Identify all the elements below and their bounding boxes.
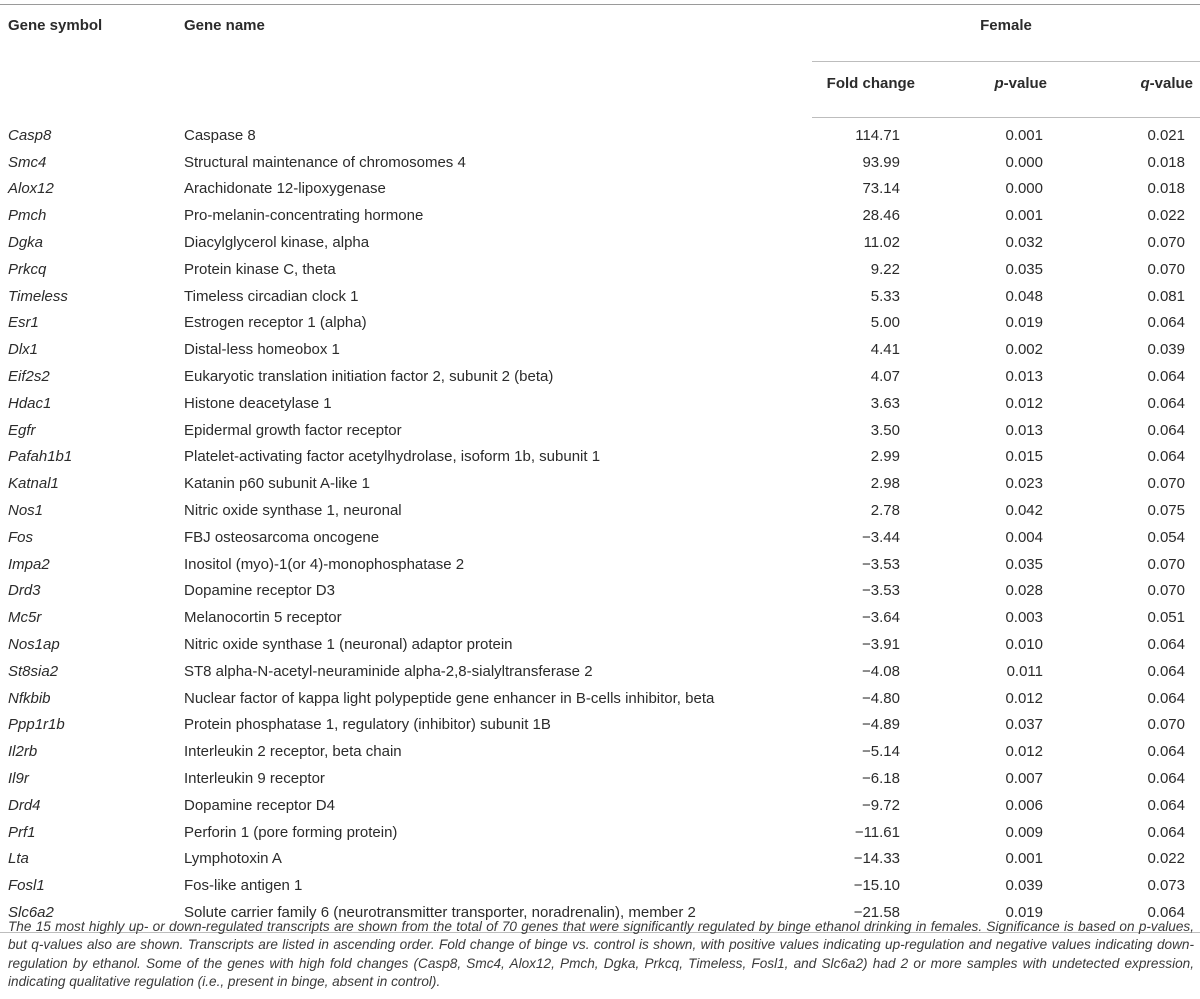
fold-change-cell: −9.72 [862,796,900,814]
gene-symbol-cell: Nos1 [8,502,44,520]
p-value-cell: 0.001 [1005,126,1043,144]
q-value-cell: 0.018 [1147,153,1185,171]
fold-change-cell: 9.22 [870,260,900,278]
q-value-cell: 0.021 [1147,126,1185,144]
gene-symbol-cell: Casp8 [8,126,52,144]
p-value-cell: 0.037 [1005,716,1043,734]
gene-name-cell: Nuclear factor of kappa light polypeptide gene enhancer in B-cells inhibitor, beta [184,689,715,707]
table-row [0,872,1200,899]
gene-symbol-cell: Il2rb [8,743,38,761]
p-value-cell: 0.004 [1005,528,1043,546]
table-row [0,444,1200,471]
q-value-cell: 0.070 [1147,555,1185,573]
gene-name-cell: Nitric oxide synthase 1, neuronal [184,502,402,520]
p-value-cell: 0.001 [1005,207,1043,225]
fold-change-cell: 114.71 [855,126,900,144]
table-row [0,176,1200,203]
p-value-cell: 0.011 [1006,662,1043,680]
q-value-cell: 0.064 [1147,770,1185,788]
gene-symbol-cell: Alox12 [8,180,54,198]
gene-name-cell: Estrogen receptor 1 (alpha) [184,314,367,332]
p-value-cell: 0.023 [1005,475,1043,493]
gene-name-cell: Katanin p60 subunit A-like 1 [184,475,370,493]
gene-name-cell: FBJ osteosarcoma oncogene [184,528,380,546]
gene-name-cell: Nitric oxide synthase 1 (neuronal) adaptor protein [184,636,513,654]
p-value-cell: 0.001 [1005,850,1043,868]
gene-symbol-cell: Dgka [8,234,44,252]
gene-symbol-cell: Eif2s2 [8,368,50,386]
q-value-cell: 0.075 [1147,502,1185,520]
q-value-cell: 0.064 [1147,448,1185,466]
q-value-cell: 0.022 [1147,850,1185,868]
gene-symbol-cell: Slc6a2 [0,899,176,932]
q-value-cell: 0.073 [1147,877,1185,895]
q-value-cell: 0.051 [1147,609,1185,627]
q-value-cell: 0.039 [1147,341,1185,359]
gene-name-cell: Dopamine receptor D4 [184,796,335,814]
q-value-cell: 0.064 [1147,743,1185,761]
table-row [0,149,1200,176]
p-value-cell: 0.035 [1005,555,1043,573]
gene-name-cell: Arachidonate 12-lipoxygenase [184,180,386,198]
p-value-cell: 0.003 [1005,609,1043,627]
gene-name-cell: Pro-melanin-concentrating hormone [184,207,424,225]
q-value-cell: 0.064 [1147,394,1185,412]
header-p-suffix: -value [1003,75,1047,92]
gene-symbol-cell: Dlx1 [8,341,39,359]
gene-name-cell: Solute carrier family 6 (neurotransmitter transporter, noradrenalin), member 2 [176,899,812,932]
q-value-cell: 0.064 [1147,689,1185,707]
table-row [0,792,1200,819]
table-row [0,685,1200,712]
fold-change-cell: 28.46 [862,207,900,225]
table-row [0,604,1200,631]
fold-change-cell: 5.33 [870,287,900,305]
q-value-cell: 0.064 [1147,662,1185,680]
table-row [0,229,1200,256]
gene-name-cell: Interleukin 2 receptor, beta chain [184,743,402,761]
q-value-cell: 0.054 [1147,528,1185,546]
gene-name-cell: Dopamine receptor D3 [184,582,335,600]
p-value-cell: 0.002 [1005,341,1043,359]
p-value-cell: 0.015 [1005,448,1043,466]
table-body [0,118,1200,933]
fold-change-cell: −14.33 [853,850,900,868]
table-row [0,118,1200,149]
p-value-cell: 0.019 [932,899,1072,932]
q-value-cell: 0.064 [1147,796,1185,814]
gene-symbol-cell: Nos1ap [8,636,60,654]
p-value-cell: 0.048 [1005,287,1043,305]
gene-name-cell: Platelet-activating factor acetylhydrolase, isoform 1b, subunit 1 [184,448,601,466]
fold-change-cell: −15.10 [853,877,900,895]
table-row [0,202,1200,229]
fold-change-cell: −3.53 [862,582,900,600]
gene-name-cell: Fos-like antigen 1 [184,877,303,895]
gene-symbol-cell: Hdac1 [8,394,52,412]
gene-name-cell: Distal-less homeobox 1 [184,341,340,359]
gene-name-cell: Lymphotoxin A [184,850,282,868]
p-value-cell: 0.028 [1005,582,1043,600]
q-value-cell: 0.064 [1147,368,1185,386]
table-row [0,846,1200,873]
fold-change-cell: −11.61 [854,823,900,841]
fold-change-cell: −3.53 [862,555,900,573]
p-value-cell: 0.013 [1005,368,1043,386]
table-row [0,497,1200,524]
q-value-cell: 0.070 [1147,716,1185,734]
header-p-value [932,62,1072,118]
p-value-cell: 0.019 [1005,314,1043,332]
gene-symbol-cell: Katnal1 [8,475,59,493]
header-female-group: Female [812,4,1200,62]
header-q-value [1072,62,1200,118]
header-p-letter: p [994,75,1004,92]
header-gene-symbol: Gene symbol [8,17,103,34]
gene-table [0,4,1200,933]
table-row [0,336,1200,363]
fold-change-cell: 3.63 [870,394,900,412]
gene-symbol-cell: Drd3 [8,582,41,600]
p-value-cell: 0.010 [1005,636,1043,654]
table-row [0,631,1200,658]
gene-symbol-cell: Lta [8,850,29,868]
table-row [0,819,1200,846]
table-row [0,658,1200,685]
p-value-cell: 0.032 [1005,234,1043,252]
gene-name-cell: Timeless circadian clock 1 [184,287,359,305]
gene-symbol-cell: Il9r [8,770,29,788]
q-value-cell: 0.064 [1147,823,1185,841]
gene-symbol-cell: Egfr [8,421,36,439]
q-value-cell: 0.022 [1147,207,1185,225]
p-value-cell: 0.007 [1005,770,1043,788]
gene-name-cell: Epidermal growth factor receptor [184,421,402,439]
fold-change-cell: −4.80 [862,689,900,707]
q-value-cell: 0.081 [1147,287,1185,305]
fold-change-cell: −3.64 [862,609,900,627]
table-footnote: The 15 most highly up- or down-regulated transcripts are shown from the total of 70 genes that were significantly regulated by binge ethanol drinking in females. Significance is based on p-values, but q-values also are shown. Transcripts are listed in ascending order. Fold change of binge vs. control is shown, with positive values indicating up-regulation and negative values indicating down-regulation by ethanol. Some of the genes with high fold changes (Casp8, Smc4, Alox12, Pmch, Dgka, Prkcq, Timeless, Fosl1, and Slc6a2) had 2 or more samples with undetected expression, indicating qualitative regulation (i.e., present in binge, absent in control). [8,918,1194,990]
header-q-suffix: -value [1149,75,1193,92]
table-row [0,283,1200,310]
gene-name-cell: Protein kinase C, theta [184,260,336,278]
gene-symbol-cell: Drd4 [8,796,41,814]
fold-change-cell: 93.99 [862,153,900,171]
gene-name-cell: Structural maintenance of chromosomes 4 [184,153,466,171]
fold-change-cell: −3.44 [862,528,900,546]
gene-symbol-cell: Impa2 [8,555,50,573]
fold-change-cell: −21.58 [812,899,932,932]
gene-symbol-cell: Smc4 [8,153,47,171]
gene-symbol-cell: Mc5r [8,609,42,627]
fold-change-cell: 2.78 [870,502,900,520]
p-value-cell: 0.009 [1005,823,1043,841]
fold-change-cell: −5.14 [862,743,900,761]
gene-symbol-cell: Esr1 [8,314,39,332]
gene-symbol-cell: Nfkbib [8,689,51,707]
q-value-cell: 0.070 [1147,234,1185,252]
gene-name-cell: Protein phosphatase 1, regulatory (inhibitor) subunit 1B [184,716,551,734]
gene-symbol-cell: Prkcq [8,260,47,278]
table-row [0,363,1200,390]
fold-change-cell: 4.07 [870,368,900,386]
fold-change-cell: 2.99 [870,448,900,466]
p-value-cell: 0.039 [1005,877,1043,895]
fold-change-cell: 3.50 [870,421,900,439]
header-q-letter: q [1140,75,1150,92]
gene-name-cell: Caspase 8 [184,126,256,144]
gene-name-cell: Interleukin 9 receptor [184,770,325,788]
gene-name-cell: Histone deacetylase 1 [184,394,332,412]
fold-change-cell: 11.02 [863,234,900,252]
header-gene-name: Gene name [184,17,265,34]
gene-symbol-cell: St8sia2 [8,662,59,680]
q-value-cell: 0.070 [1147,475,1185,493]
q-value-cell: 0.070 [1147,260,1185,278]
p-value-cell: 0.012 [1005,743,1043,761]
q-value-cell: 0.064 [1147,421,1185,439]
gene-name-cell: Melanocortin 5 receptor [184,609,342,627]
q-value-cell: 0.064 [1072,899,1200,932]
p-value-cell: 0.013 [1005,421,1043,439]
gene-symbol-cell: Timeless [8,287,68,305]
p-value-cell: 0.006 [1005,796,1043,814]
fold-change-cell: −4.08 [862,662,900,680]
q-value-cell: 0.064 [1147,314,1185,332]
p-value-cell: 0.035 [1005,260,1043,278]
p-value-cell: 0.042 [1005,502,1043,520]
gene-symbol-cell: Prf1 [8,823,36,841]
p-value-cell: 0.000 [1005,153,1043,171]
gene-symbol-cell: Fosl1 [8,877,45,895]
table-row [0,524,1200,551]
fold-change-cell: −3.91 [862,636,900,654]
fold-change-cell: 2.98 [870,475,900,493]
gene-name-cell: Diacylglycerol kinase, alpha [184,234,370,252]
table-row [0,551,1200,578]
p-value-cell: 0.012 [1005,394,1043,412]
gene-symbol-cell: Pmch [8,207,47,225]
gene-name-cell: Perforin 1 (pore forming protein) [184,823,398,841]
q-value-cell: 0.018 [1147,180,1185,198]
gene-symbol-cell: Fos [8,528,34,546]
table-header [0,4,1200,118]
table-row [0,417,1200,444]
table-row [0,738,1200,765]
p-value-cell: 0.000 [1005,180,1043,198]
table-row [0,310,1200,337]
q-value-cell: 0.064 [1147,636,1185,654]
table-row [0,256,1200,283]
gene-symbol-cell: Ppp1r1b [8,716,65,734]
table-row [0,470,1200,497]
gene-name-cell: Eukaryotic translation initiation factor 2, subunit 2 (beta) [184,368,554,386]
fold-change-cell: 4.41 [870,341,900,359]
fold-change-cell: 5.00 [870,314,900,332]
fold-change-cell: −4.89 [862,716,900,734]
gene-symbol-cell: Pafah1b1 [8,448,73,466]
fold-change-cell: −6.18 [862,770,900,788]
table-row [0,712,1200,739]
gene-name-cell: Inositol (myo)-1(or 4)-monophosphatase 2 [184,555,465,573]
table-row [0,390,1200,417]
gene-name-cell: ST8 alpha-N-acetyl-neuraminide alpha-2,8-sialyltransferase 2 [184,662,593,680]
p-value-cell: 0.012 [1005,689,1043,707]
fold-change-cell: 73.14 [862,180,900,198]
header-fold-change: Fold change [812,62,932,118]
q-value-cell: 0.070 [1147,582,1185,600]
table-row [0,578,1200,605]
table-row [0,765,1200,792]
